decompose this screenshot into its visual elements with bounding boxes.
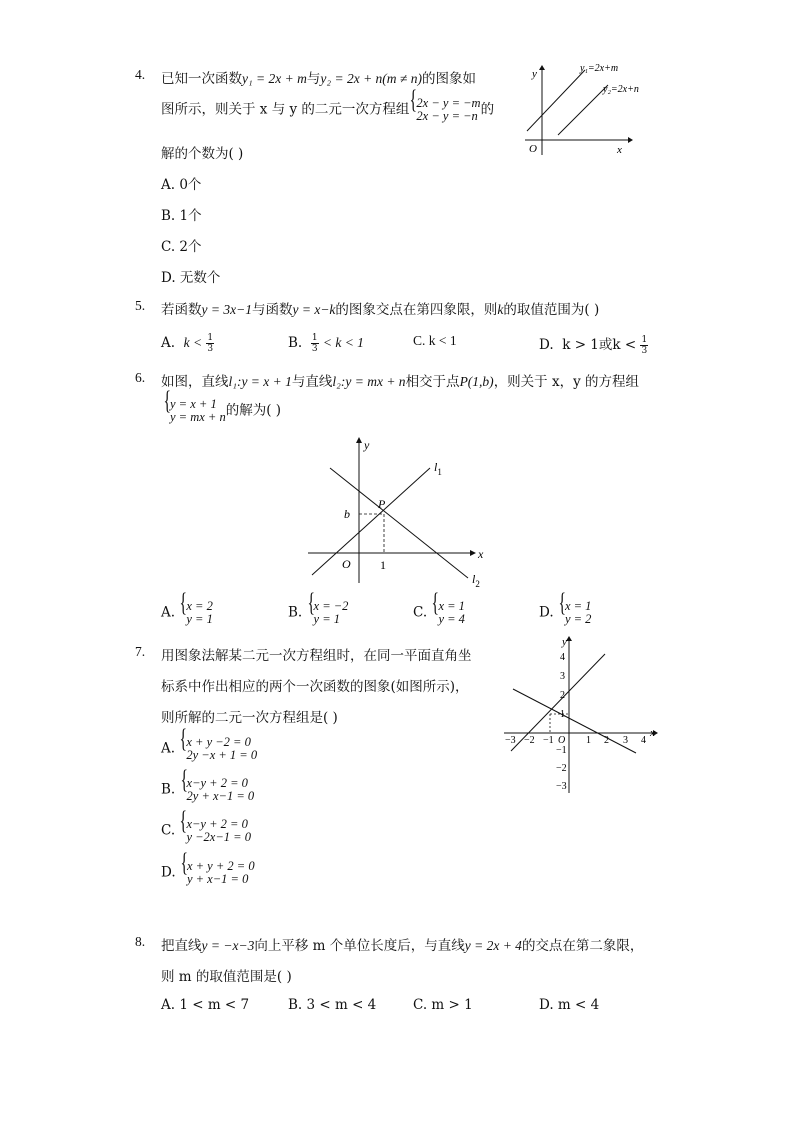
q6-p: P(1,b) bbox=[459, 374, 494, 389]
q7-option-d[interactable] bbox=[161, 860, 255, 886]
q6-label-p: P bbox=[378, 497, 386, 511]
q7-xtick-neg1: −1 bbox=[543, 735, 554, 746]
q8-text-b: 向上平移 m 个单位长度后，与直线 bbox=[254, 938, 465, 954]
q5-frac-denominator: 3 bbox=[207, 344, 214, 354]
q6-option-c-l1: { x = 1 bbox=[438, 599, 465, 613]
q5-frac-numerator: 1 bbox=[311, 333, 318, 343]
q4-text-c: 图所示，则关于 x 与 y 的二元一次方程组 bbox=[161, 101, 410, 118]
q7-option-b-l1: { x−y + 2 = 0 bbox=[186, 776, 248, 790]
q6-y-arrow bbox=[356, 437, 362, 443]
q6-system bbox=[163, 398, 226, 424]
q4-line2 bbox=[161, 97, 494, 123]
q5-text-b: 与函数 bbox=[251, 302, 293, 318]
q8-option-a[interactable]: A. 1 < m < 7 bbox=[161, 997, 250, 1013]
q8-line1 bbox=[161, 934, 643, 954]
q6-origin: O bbox=[342, 557, 351, 571]
q7-option-b-system bbox=[180, 777, 255, 803]
q5-option-b-label: B. bbox=[288, 335, 303, 351]
q4-number: 4. bbox=[135, 67, 146, 82]
q6-stem-line2 bbox=[163, 398, 281, 424]
q4-sys-line1: { 2x − y = −m bbox=[416, 96, 481, 110]
q6-l1-sub: 1 bbox=[437, 467, 442, 477]
q5-stem bbox=[161, 298, 599, 318]
q7-xticks bbox=[505, 735, 646, 746]
q5-k: k bbox=[497, 302, 504, 317]
q7-option-d-label: D. bbox=[161, 864, 176, 881]
q7-option-d-system bbox=[180, 860, 255, 886]
q7-option-b[interactable] bbox=[161, 777, 254, 803]
q5-option-b[interactable] bbox=[288, 333, 364, 354]
q7-option-b-label: B. bbox=[161, 781, 176, 798]
q7-y-arrow bbox=[566, 636, 572, 641]
q8-eq2: y = 2x + 4 bbox=[464, 938, 522, 953]
q7-xlabel: x bbox=[650, 727, 655, 739]
q4-ylabel: y bbox=[532, 68, 537, 80]
q7-xtick-neg3: −3 bbox=[505, 735, 516, 746]
q8-number: 8. bbox=[135, 934, 146, 949]
q6-label-b: b bbox=[344, 507, 350, 521]
q5-text-a: 若函数 bbox=[161, 302, 202, 318]
q8-option-c[interactable]: C. m > 1 bbox=[413, 997, 473, 1013]
q6-l2-letter: l bbox=[472, 572, 476, 586]
q6-option-c-system bbox=[431, 600, 464, 626]
q4-eq2: y₂ = 2x + n(m ≠ n) bbox=[320, 71, 422, 86]
q6-option-d-l1: { x = 1 bbox=[564, 599, 592, 613]
q6-stem-line1 bbox=[161, 370, 639, 390]
q6-text-a: 如图，直线 bbox=[161, 374, 229, 390]
q6-option-d[interactable] bbox=[539, 600, 591, 626]
q5-text-d: 的取值范围为( ) bbox=[503, 302, 600, 318]
q5-option-d-text: k > 1或k < bbox=[562, 337, 637, 353]
q7-xtick-2: 2 bbox=[604, 735, 609, 746]
q7-xtick-1: 1 bbox=[586, 735, 591, 746]
q4-y-arrow bbox=[539, 65, 545, 70]
q6-option-b-l2: y = 1 bbox=[313, 612, 340, 626]
q6-text-e: 的解为( ) bbox=[225, 402, 282, 419]
q6-option-a[interactable] bbox=[161, 600, 213, 626]
q4-option-d[interactable]: D. 无数个 bbox=[161, 270, 221, 286]
q8-line2: 则 m 的取值范围是( ) bbox=[161, 969, 292, 985]
q5-option-a-fraction bbox=[206, 333, 214, 354]
q4-system bbox=[409, 97, 480, 123]
q8-option-b[interactable]: B. 3 < m < 4 bbox=[288, 997, 377, 1013]
q6-line-l1 bbox=[312, 468, 430, 575]
q7-xtick-neg2: −2 bbox=[524, 735, 535, 746]
q4-text-a: 已知一次函数 bbox=[161, 71, 242, 87]
q7-ytick-4: 4 bbox=[560, 652, 565, 663]
q7-option-c-l2: y −2x−1 = 0 bbox=[186, 830, 251, 844]
q5-frac-denominator: 3 bbox=[311, 344, 318, 354]
q4-text-b: 的图象如 bbox=[421, 71, 476, 87]
q7-ytick-neg1: −1 bbox=[556, 745, 567, 756]
q6-label-1: 1 bbox=[380, 558, 386, 572]
q6-option-d-label: D. bbox=[539, 604, 554, 621]
q7-ytick-neg2: −2 bbox=[556, 763, 567, 774]
q8-eq1: y = −x−3 bbox=[201, 938, 255, 953]
q4-text-d: 的 bbox=[480, 101, 495, 118]
q4-line-y2 bbox=[558, 85, 608, 135]
q6-option-b-l1: { x = −2 bbox=[313, 599, 349, 613]
q5-option-d-label: D. bbox=[539, 337, 554, 353]
q7-line2: 标系中作出相应的两个一次函数的图象(如图所示)， bbox=[161, 679, 469, 695]
q4-x-arrow bbox=[628, 137, 633, 143]
q7-ytick-neg3: −3 bbox=[556, 781, 567, 792]
q6-option-b[interactable] bbox=[288, 600, 348, 626]
q7-option-c[interactable] bbox=[161, 818, 251, 844]
q4-label-y2: y₂=2x+n bbox=[603, 84, 639, 95]
q7-option-a-label: A. bbox=[161, 740, 176, 757]
q6-option-a-l1: { x = 2 bbox=[186, 599, 213, 613]
q5-option-a[interactable] bbox=[161, 333, 214, 354]
q6-line-l2 bbox=[330, 468, 468, 578]
q6-option-d-system bbox=[558, 600, 591, 626]
q5-frac-numerator: 1 bbox=[641, 335, 648, 345]
q6-option-d-l2: y = 2 bbox=[564, 612, 592, 626]
q6-text-c: 相交于点 bbox=[405, 374, 460, 390]
q6-option-c-l2: y = 4 bbox=[438, 612, 465, 626]
q5-number: 5. bbox=[135, 298, 146, 313]
q7-ylabel: y bbox=[562, 636, 567, 648]
q6-xlabel: x bbox=[478, 547, 484, 561]
q7-option-b-l2: 2y + x−1 = 0 bbox=[186, 789, 255, 803]
q6-option-a-label: A. bbox=[161, 604, 176, 621]
q8-text-c: 的交点在第二象限， bbox=[521, 938, 644, 954]
q6-option-c[interactable] bbox=[413, 600, 465, 626]
q6-label-l2 bbox=[472, 572, 480, 589]
q5-option-c[interactable]: C. k < 1 bbox=[413, 333, 457, 348]
q6-x-arrow bbox=[470, 550, 476, 556]
q7-number: 7. bbox=[135, 644, 146, 659]
q7-option-d-l1: { x + y + 2 = 0 bbox=[186, 859, 255, 873]
q6-option-b-label: B. bbox=[288, 604, 303, 621]
q4-option-b[interactable]: B. 1个 bbox=[161, 208, 202, 224]
q7-option-c-label: C. bbox=[161, 822, 176, 839]
q7-xtick-4: 4 bbox=[641, 735, 646, 746]
q4-option-a[interactable]: A. 0个 bbox=[161, 177, 202, 193]
q4-conj: 与 bbox=[306, 71, 321, 87]
q6-option-a-system bbox=[179, 600, 212, 626]
q7-line1: 用图象法解某二元一次方程组时，在同一平面直角坐 bbox=[161, 648, 472, 664]
q7-option-a[interactable] bbox=[161, 736, 257, 762]
q7-line3: 则所解的二元一次方程组是( ) bbox=[161, 710, 338, 726]
q5-frac-denominator: 3 bbox=[641, 346, 648, 356]
q7-option-a-system bbox=[179, 736, 257, 762]
q6-label-l1 bbox=[434, 460, 442, 477]
q7-option-a-l1: { x + y −2 = 0 bbox=[186, 735, 251, 749]
q7-origin: O bbox=[558, 735, 566, 746]
q6-option-a-l2: y = 1 bbox=[186, 612, 213, 626]
q8-option-d[interactable]: D. m < 4 bbox=[539, 997, 600, 1013]
q5-option-d-fraction bbox=[640, 335, 648, 356]
q4-option-c[interactable]: C. 2个 bbox=[161, 239, 202, 255]
q4-line3: 解的个数为( ) bbox=[161, 146, 244, 162]
q4-xlabel: x bbox=[617, 144, 622, 156]
q7-option-d-l2: y + x−1 = 0 bbox=[186, 872, 249, 886]
q6-l1-letter: l bbox=[434, 460, 438, 474]
q4-label-y1: y₁=2x+m bbox=[580, 63, 619, 74]
q6-l2-sub: 2 bbox=[475, 579, 480, 589]
q6-text-b: 与直线 bbox=[291, 374, 333, 390]
q5-option-d[interactable] bbox=[539, 333, 648, 356]
q5-option-b-fraction bbox=[311, 333, 319, 354]
q7-option-c-system bbox=[179, 818, 251, 844]
q7-yticks bbox=[556, 652, 567, 792]
q4-line1 bbox=[161, 67, 476, 87]
q5-f2: y = x−k bbox=[292, 302, 336, 317]
q7-xtick-3: 3 bbox=[623, 735, 628, 746]
q5-text-c: 的图象交点在第四象限，则 bbox=[335, 302, 498, 318]
q7-ytick-1: 1 bbox=[560, 709, 565, 720]
q6-sys-line1: { y = x + 1 bbox=[170, 397, 217, 411]
q7-option-c-l1: { x−y + 2 = 0 bbox=[186, 817, 248, 831]
q5-f1: y = 3x−1 bbox=[201, 302, 252, 317]
q6-ylabel: y bbox=[364, 438, 370, 452]
q6-graph bbox=[300, 433, 495, 593]
q7-graph bbox=[498, 633, 668, 798]
q5-frac-numerator: 1 bbox=[207, 333, 214, 343]
q5-option-a-label: A. bbox=[161, 335, 176, 351]
q4-origin: O bbox=[529, 143, 537, 155]
q6-sys-line2: y = mx + n bbox=[170, 410, 226, 424]
q7-option-a-l2: 2y −x + 1 = 0 bbox=[186, 748, 258, 762]
q4-eq1: y₁ = 2x + m bbox=[242, 71, 307, 86]
q5-option-b-text: < k < 1 bbox=[322, 335, 364, 350]
q6-l2: l₂:y = mx + n bbox=[332, 374, 406, 389]
q4-graph bbox=[520, 55, 645, 160]
q6-text-d: ，则关于 x，y 的方程组 bbox=[493, 374, 640, 390]
q5-option-a-text: k < bbox=[183, 335, 203, 350]
q4-sys-line2: 2x − y = −n bbox=[416, 109, 478, 123]
q6-l1: l₁:y = x + 1 bbox=[228, 374, 292, 389]
q6-number: 6. bbox=[135, 370, 146, 385]
q6-option-c-label: C. bbox=[413, 604, 428, 621]
q7-ytick-3: 3 bbox=[560, 671, 565, 682]
q6-option-b-system bbox=[307, 600, 349, 626]
q8-text-a: 把直线 bbox=[161, 938, 202, 954]
q7-ytick-2: 2 bbox=[560, 690, 565, 701]
